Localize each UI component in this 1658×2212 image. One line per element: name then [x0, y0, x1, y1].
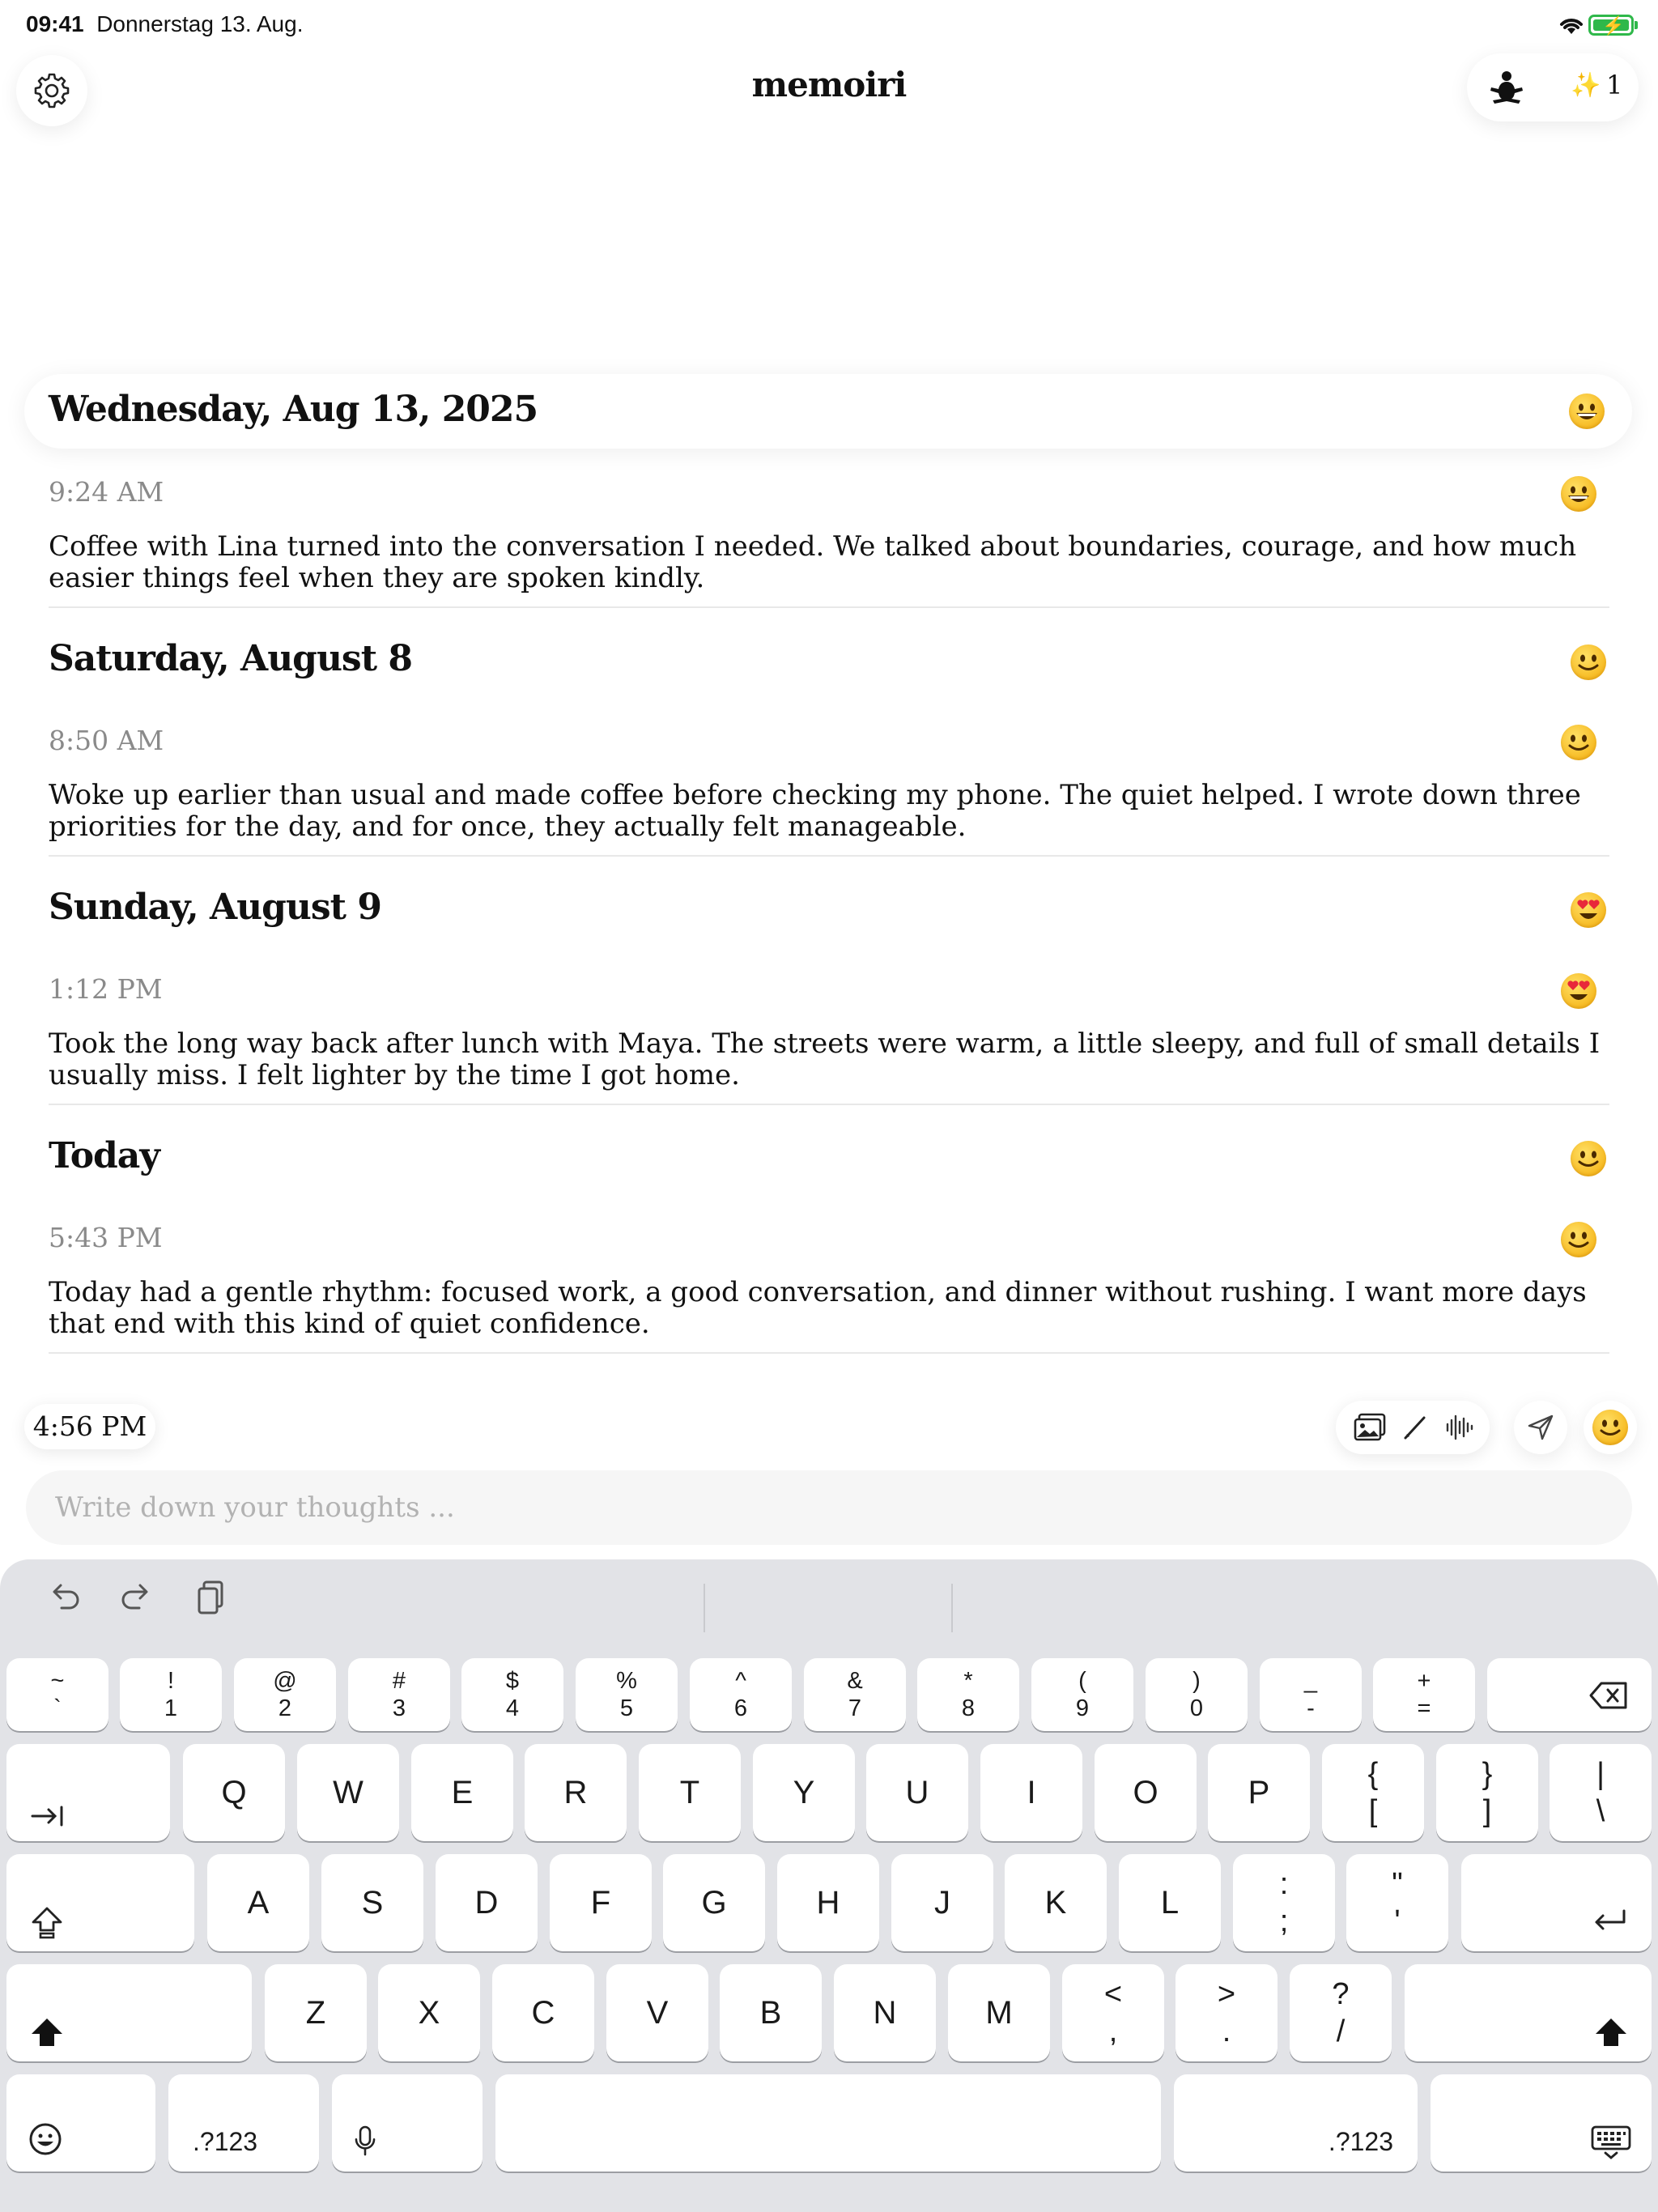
- key[interactable]: + =: [1373, 1658, 1475, 1731]
- keyboard-dismiss-key[interactable]: [1431, 2074, 1652, 2172]
- key[interactable]: < ,: [1062, 1964, 1164, 2061]
- entry-time: 1:12 PM: [49, 973, 163, 1005]
- caps-lock-key[interactable]: [6, 1854, 194, 1951]
- compose-time-button[interactable]: 4:56 PM: [24, 1404, 155, 1449]
- numbers-key-left[interactable]: .?123: [168, 2074, 319, 2172]
- key[interactable]: H: [777, 1854, 879, 1951]
- grinning-face-icon[interactable]: [1569, 393, 1605, 429]
- key[interactable]: { [: [1322, 1744, 1424, 1841]
- key[interactable]: Y: [753, 1744, 855, 1841]
- send-button[interactable]: [1514, 1401, 1567, 1454]
- key[interactable]: G: [663, 1854, 765, 1951]
- return-key[interactable]: [1461, 1854, 1652, 1951]
- dictation-key[interactable]: [332, 2074, 483, 2172]
- entry-divider: [49, 855, 1609, 857]
- shift-key-right[interactable]: [1405, 1964, 1652, 2061]
- delete-icon: [1588, 1681, 1629, 1710]
- emoji-icon: [28, 2121, 63, 2157]
- entry-time: 9:24 AM: [49, 476, 164, 508]
- key[interactable]: Z: [265, 1964, 367, 2061]
- pencil-icon[interactable]: [1397, 1410, 1433, 1445]
- key[interactable]: A: [207, 1854, 309, 1951]
- smiling-face-icon[interactable]: [1561, 725, 1596, 760]
- mood-picker-button[interactable]: [1584, 1401, 1637, 1454]
- key[interactable]: * 8: [917, 1658, 1019, 1731]
- microphone-icon: [351, 2123, 379, 2159]
- key[interactable]: K: [1005, 1854, 1107, 1951]
- key[interactable]: L: [1119, 1854, 1221, 1951]
- smiling-face-icon[interactable]: [1571, 644, 1606, 680]
- shift-key-left[interactable]: [6, 1964, 252, 2061]
- battery-cap: [1635, 21, 1638, 29]
- key[interactable]: B: [720, 1964, 822, 2061]
- key[interactable]: W: [297, 1744, 399, 1841]
- wifi-icon: [1558, 15, 1585, 36]
- key[interactable]: U: [866, 1744, 968, 1841]
- key[interactable]: N: [834, 1964, 936, 2061]
- key[interactable]: | \: [1550, 1744, 1652, 1841]
- entry-text[interactable]: Today had a gentle rhythm: focused work, a good conversation, and dinner without rushing. I want more days that end with this kind of quiet confidence.: [49, 1276, 1587, 1340]
- key[interactable]: V: [606, 1964, 708, 2061]
- compose-input[interactable]: [26, 1470, 1632, 1545]
- entry-time: 5:43 PM: [49, 1222, 163, 1253]
- clipboard-icon[interactable]: [191, 1577, 232, 1618]
- key[interactable]: ) 0: [1146, 1658, 1248, 1731]
- key[interactable]: R: [525, 1744, 627, 1841]
- entry-time: 8:50 AM: [49, 725, 164, 756]
- photo-library-icon[interactable]: [1352, 1410, 1388, 1445]
- key[interactable]: J: [891, 1854, 993, 1951]
- key[interactable]: C: [492, 1964, 594, 2061]
- redo-icon[interactable]: [117, 1577, 157, 1618]
- space-bar[interactable]: [495, 2074, 1161, 2172]
- key[interactable]: & 7: [804, 1658, 906, 1731]
- key[interactable]: > .: [1175, 1964, 1278, 2061]
- app-title: memoiri: [751, 65, 907, 104]
- header-actions-pill: [1467, 53, 1639, 121]
- return-icon: [1592, 1908, 1629, 1937]
- sparkle-icon: ✨: [1571, 72, 1601, 99]
- meditation-icon[interactable]: [1488, 70, 1525, 105]
- toolbar-separator: [951, 1584, 953, 1632]
- shift-icon: [29, 2016, 65, 2048]
- key[interactable]: ( 9: [1031, 1658, 1133, 1731]
- smiling-face-icon: [1592, 1410, 1628, 1445]
- keyboard-dismiss-icon: [1590, 2125, 1632, 2160]
- key[interactable]: T: [639, 1744, 741, 1841]
- audio-waveform-icon[interactable]: [1441, 1410, 1477, 1445]
- key[interactable]: " ': [1346, 1854, 1448, 1951]
- numbers-key-right[interactable]: .?123: [1174, 2074, 1418, 2172]
- heart-eyes-face-icon[interactable]: [1561, 973, 1596, 1009]
- entry-text[interactable]: Woke up earlier than usual and made coffee before checking my phone. The quiet helped. I wrote down three priorities for the day, and for once, they actually felt manageable.: [49, 779, 1581, 843]
- key[interactable]: S: [321, 1854, 423, 1951]
- day-title: Wednesday, Aug 13, 2025: [49, 389, 538, 430]
- key[interactable]: ~ `: [6, 1658, 108, 1731]
- entry-divider: [49, 1104, 1609, 1105]
- key[interactable]: I: [980, 1744, 1082, 1841]
- key[interactable]: O: [1095, 1744, 1197, 1841]
- delete-key[interactable]: [1487, 1658, 1652, 1731]
- key[interactable]: F: [550, 1854, 652, 1951]
- key[interactable]: # 3: [348, 1658, 450, 1731]
- smiling-face-icon[interactable]: [1561, 1222, 1596, 1257]
- status-time: 09:41 Donnerstag 13. Aug.: [26, 11, 304, 36]
- key[interactable]: Q: [183, 1744, 285, 1841]
- grinning-face-icon[interactable]: [1561, 476, 1596, 512]
- heart-eyes-face-icon[interactable]: [1571, 892, 1606, 928]
- emoji-key[interactable]: [6, 2074, 155, 2172]
- key[interactable]: M: [948, 1964, 1050, 2061]
- tab-icon: [29, 1804, 65, 1828]
- send-arrow-icon: [1527, 1414, 1554, 1441]
- battery-icon: ⚡: [1588, 15, 1634, 36]
- caps-lock-icon: [29, 1904, 65, 1940]
- compose-tools: [1336, 1401, 1490, 1454]
- key[interactable]: @ 2: [234, 1658, 336, 1731]
- smiling-face-icon[interactable]: [1571, 1141, 1606, 1176]
- key[interactable]: ! 1: [120, 1658, 222, 1731]
- key[interactable]: D: [436, 1854, 538, 1951]
- shift-icon: [1593, 2016, 1629, 2048]
- on-screen-keyboard: [0, 1559, 1658, 2212]
- key[interactable]: : ;: [1233, 1854, 1335, 1951]
- key[interactable]: _ -: [1260, 1658, 1362, 1731]
- key[interactable]: % 5: [576, 1658, 678, 1731]
- key[interactable]: X: [378, 1964, 480, 2061]
- entry-text[interactable]: Coffee with Lina turned into the conversation I needed. We talked about boundaries, courage, and how much easier things feel when they are spoken kindly.: [49, 530, 1577, 594]
- entry-divider: [49, 606, 1609, 608]
- day-title: Saturday, August 8: [49, 638, 412, 679]
- key[interactable]: E: [411, 1744, 513, 1841]
- day-title: Today: [49, 1135, 159, 1176]
- key[interactable]: P: [1208, 1744, 1310, 1841]
- toolbar-separator: [704, 1584, 705, 1632]
- entry-divider: [49, 1352, 1609, 1354]
- key[interactable]: ? /: [1290, 1964, 1392, 2061]
- entry-text[interactable]: Took the long way back after lunch with Maya. The streets were warm, a little sleepy, and full of small details I usually miss. I felt lighter by the time I got home.: [49, 1027, 1601, 1091]
- sticky-date-header: [24, 374, 1632, 449]
- key[interactable]: $ 4: [461, 1658, 563, 1731]
- status-bar: [0, 0, 1658, 52]
- credit-count[interactable]: 1: [1606, 70, 1623, 100]
- undo-icon[interactable]: [44, 1577, 84, 1618]
- key[interactable]: ^ 6: [690, 1658, 792, 1731]
- key[interactable]: } ]: [1436, 1744, 1538, 1841]
- tab-key[interactable]: [6, 1744, 170, 1841]
- day-title: Sunday, August 9: [49, 887, 381, 928]
